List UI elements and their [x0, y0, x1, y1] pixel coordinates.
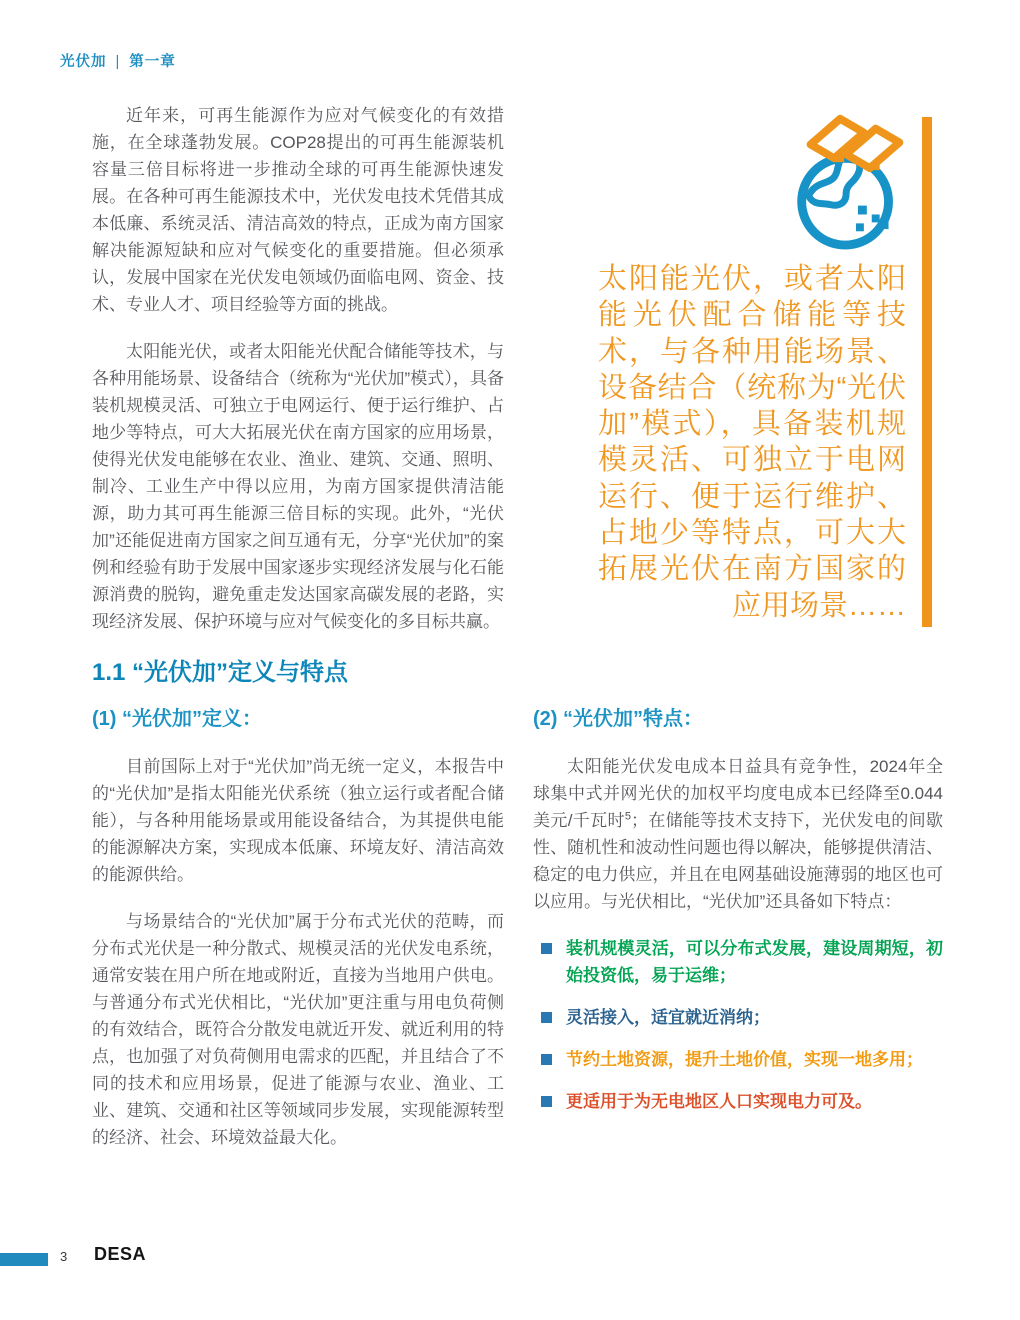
square-bullet-icon: [541, 1012, 552, 1023]
feature-item-text: 节约土地资源，提升土地价值，实现一地多用；: [566, 1050, 923, 1069]
feature-list-item: [533, 935, 943, 989]
globe-pixel-1: [858, 206, 867, 215]
feature-list-item: [533, 1004, 943, 1031]
subsection-2-title: (2) “光伏加”特点：: [533, 708, 703, 730]
square-bullet-icon: [541, 943, 552, 954]
features-paragraph-text: 太阳能光伏发电成本日益具有竞争性，2024年全球集中式并网光伏的加权平均度电成本已经降至0.044美元/千瓦时: [533, 757, 943, 830]
features-paragraph: [533, 753, 943, 915]
footnote-marker: 5: [624, 810, 631, 823]
globe-pixel-3: [856, 223, 864, 231]
subsection-definition: [92, 706, 504, 1171]
page-number: 3: [60, 1249, 68, 1264]
pull-quote: 太阳能光伏，或者太阳能光伏配合储能等技术，与各种用能场景、设备结合（统称为“光伏加”模式），具备装机规模灵活、可独立于电网运行、便于运行维护、占地少等特点，可大大拓展光伏在南方国家的应用场景……: [598, 263, 906, 622]
intro-column: [92, 102, 504, 655]
definition-paragraph-1: 目前国际上对于“光伏加”尚无统一定义，本报告中的“光伏加”是指太阳能光伏系统（独立运行或者配合储能），与各种用能场景或用能设备结合，为其提供电能的能源解决方案，实现成本低廉、环境友好、清洁高效的能源供给。: [92, 757, 504, 884]
features-paragraph-text-cont: ；在储能等技术支持下，光伏发电的间歇性、随机性和波动性问题也得以解决，能够提供清洁、稳定的电力供应，并且在电网基础设施薄弱的地区也可以应用。与光伏相比，“光伏加”还具备如下特点：: [533, 811, 944, 911]
report-brand: 光伏加: [60, 54, 107, 70]
intro-paragraph-1: 近年来，可再生能源作为应对气候变化的有效措施，在全球蓬勃发展。COP28提出的可再生能源装机容量三倍目标将进一步推动全球的可再生能源快速发展。在各种可再生能源技术中，光伏发电技术凭借其成本低廉、系统灵活、清洁高效的特点，正成为南方国家解决能源短缺和应对气候变化的重要措施。但必须承认，发展中国家在光伏发电领域仍面临电网、资金、技术、专业人才、项目经验等方面的挑战。: [92, 106, 504, 314]
globe-pixel-2: [872, 214, 880, 222]
subsection-1-title: (1) “光伏加”定义：: [92, 708, 262, 730]
footer-accent-bar: [0, 1253, 48, 1266]
intro-paragraph-2: 太阳能光伏，或者太阳能光伏配合储能等技术，与各种用能场景、设备结合（统称为“光伏加”模式），具备装机规模灵活、可独立于电网运行、便于运行维护、占地少等特点，可大大拓展光伏在南方国家的应用场景，使得光伏发电能够在农业、渔业、建筑、交通、照明、制冷、工业生产中得以应用，为南方国家提供清洁能源，助力其可再生能源三倍目标的实现。此外，“光伏加”还能促进南方国家之间互通有无，分享“光伏加”的案例和经验有助于发展中国家逐步实现经济发展与化石能源消费的脱钩，避免重走发达国家高碳发展的老路，实现经济发展、保护环境与应对气候变化的多目标共赢。: [92, 342, 504, 631]
feature-bullet-list: [533, 935, 943, 1115]
solar-panel-globe-icon: [788, 103, 918, 251]
subsection-features: [533, 706, 943, 1130]
feature-item-text: 装机规模灵活，可以分布式发展，建设周期短，初始投资低，易于运维；: [566, 939, 943, 985]
feature-item-text: 灵活接入，适宜就近消纳；: [566, 1008, 770, 1027]
feature-list-item: [533, 1088, 943, 1115]
solar-panel-globe-graphic: [788, 103, 918, 251]
accent-bar: [922, 117, 932, 627]
feature-item-text: 更适用于为无电地区人口实现电力可及。: [566, 1092, 872, 1111]
chapter-title: 第一章: [129, 54, 176, 70]
chapter-header: [60, 50, 176, 71]
square-bullet-icon: [541, 1096, 552, 1107]
square-bullet-icon: [541, 1054, 552, 1065]
publisher-logo: DESA: [94, 1244, 147, 1264]
feature-list-item: [533, 1046, 943, 1073]
definition-paragraph-2: 与场景结合的“光伏加”属于分布式光伏的范畴，而分布式光伏是一种分散式、规模灵活的光伏发电系统，通常安装在用户所在地或附近，直接为当地用户供电。与普通分布式光伏相比，“光伏加”更注重与用电负荷侧的有效结合，既符合分散发电就近开发、就近利用的特点，也加强了对负荷侧用电需求的匹配，并且结合了不同的技术和应用场景，促进了能源与农业、渔业、工业、建筑、交通和社区等领域同步发展，实现能源转型的经济、社会、环境效益最大化。: [92, 912, 504, 1147]
header-divider: |: [115, 54, 121, 70]
section-title: 1.1 “光伏加”定义与特点: [92, 659, 349, 686]
